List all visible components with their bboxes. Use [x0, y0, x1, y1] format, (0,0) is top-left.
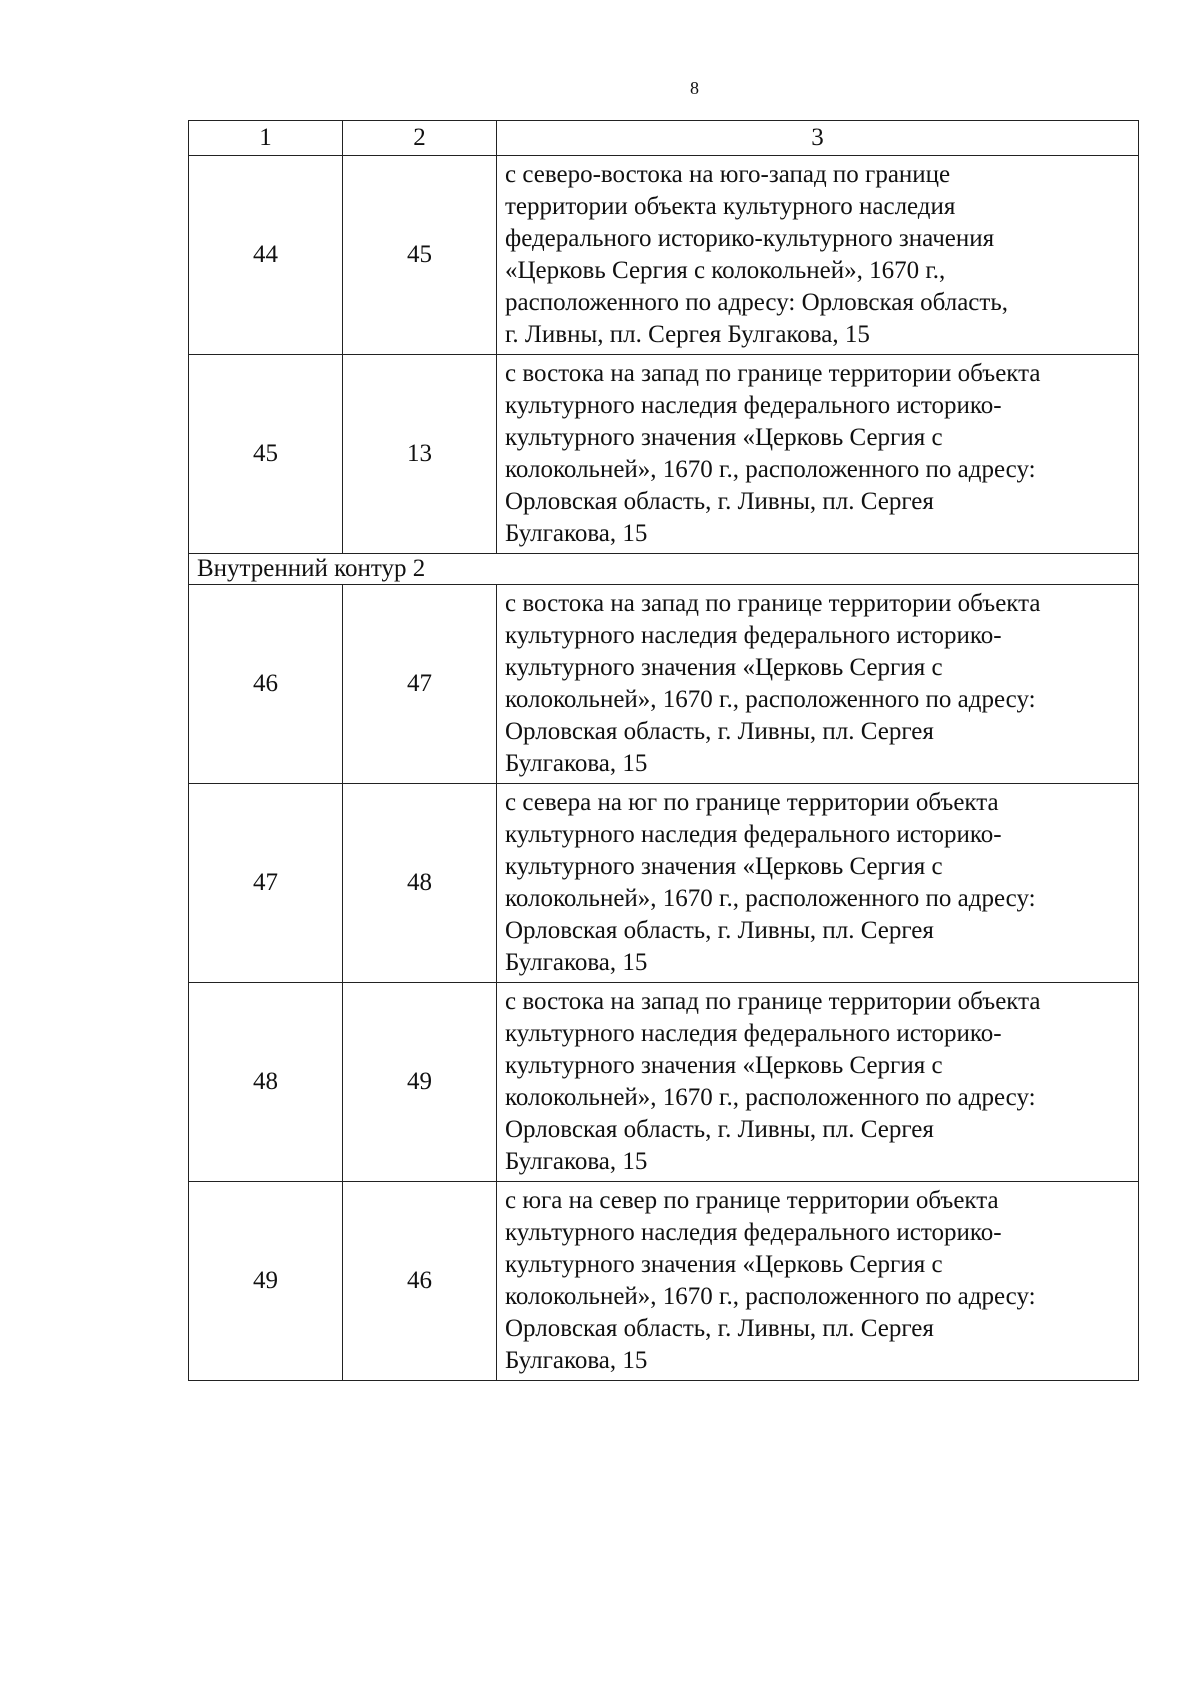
description-line: культурного значения «Церковь Сергия с: [505, 1251, 943, 1278]
section-row: [189, 554, 1139, 585]
page-number: 8: [690, 78, 699, 98]
description-line: Булгакова, 15: [505, 1148, 648, 1175]
description-line: колокольней», 1670 г., расположенного по адресу:: [505, 1084, 1036, 1111]
description-line: культурного значения «Церковь Сергия с: [505, 424, 943, 451]
point-to: 45: [343, 156, 497, 355]
table-row: [189, 585, 1139, 784]
description-line: колокольней», 1670 г., расположенного по адресу:: [505, 1283, 1036, 1310]
column-header: 3: [497, 121, 1139, 156]
point-from: 47: [189, 784, 343, 983]
column-header: 1: [189, 121, 343, 156]
description-line: г. Ливны, пл. Сергея Булгакова, 15: [505, 321, 870, 348]
description-line: с востока на запад по границе территории объекта: [505, 360, 1041, 387]
table-row: [189, 983, 1139, 1182]
description-line: Булгакова, 15: [505, 750, 648, 777]
point-to: 48: [343, 784, 497, 983]
description-line: культурного наследия федерального историко-: [505, 622, 1002, 649]
boundary-description: [497, 784, 1139, 983]
table-row: [189, 156, 1139, 355]
description-line: культурного наследия федерального историко-: [505, 1020, 1002, 1047]
boundary-description: [497, 355, 1139, 554]
description-line: федерального историко-культурного значения: [505, 225, 995, 252]
description-line: с востока на запад по границе территории объекта: [505, 988, 1041, 1015]
description-line: колокольней», 1670 г., расположенного по адресу:: [505, 686, 1036, 713]
description-line: Орловская область, г. Ливны, пл. Сергея: [505, 718, 934, 745]
description-line: «Церковь Сергия с колокольней», 1670 г.,: [505, 257, 946, 284]
boundary-description: [497, 156, 1139, 355]
point-from: 46: [189, 585, 343, 784]
point-to: 49: [343, 983, 497, 1182]
description-line: Булгакова, 15: [505, 949, 648, 976]
table-row: [189, 355, 1139, 554]
point-from: 49: [189, 1182, 343, 1381]
point-to: 13: [343, 355, 497, 554]
description-line: Орловская область, г. Ливны, пл. Сергея: [505, 1116, 934, 1143]
point-from: 45: [189, 355, 343, 554]
description-line: расположенного по адресу: Орловская область,: [505, 289, 1008, 316]
boundary-table: [188, 120, 1139, 1381]
column-header: 2: [343, 121, 497, 156]
point-to: 47: [343, 585, 497, 784]
description-line: Орловская область, г. Ливны, пл. Сергея: [505, 917, 934, 944]
description-line: колокольней», 1670 г., расположенного по адресу:: [505, 885, 1036, 912]
description-line: Булгакова, 15: [505, 1347, 648, 1374]
description-line: Орловская область, г. Ливны, пл. Сергея: [505, 488, 934, 515]
point-to: 46: [343, 1182, 497, 1381]
description-line: с востока на запад по границе территории объекта: [505, 590, 1041, 617]
table-header-row: [189, 121, 1139, 156]
table-row: [189, 1182, 1139, 1381]
boundary-description: [497, 983, 1139, 1182]
description-line: культурного значения «Церковь Сергия с: [505, 654, 943, 681]
description-line: культурного наследия федерального историко-: [505, 392, 1002, 419]
description-line: Орловская область, г. Ливны, пл. Сергея: [505, 1315, 934, 1342]
description-line: колокольней», 1670 г., расположенного по адресу:: [505, 456, 1036, 483]
point-from: 44: [189, 156, 343, 355]
description-line: с севера на юг по границе территории объекта: [505, 789, 999, 816]
boundary-description: [497, 1182, 1139, 1381]
table-row: [189, 784, 1139, 983]
point-from: 48: [189, 983, 343, 1182]
description-line: культурного значения «Церковь Сергия с: [505, 853, 943, 880]
description-line: с юга на север по границе территории объекта: [505, 1187, 999, 1214]
description-line: территории объекта культурного наследия: [505, 193, 956, 220]
description-line: культурного наследия федерального историко-: [505, 821, 1002, 848]
boundary-description: [497, 585, 1139, 784]
description-line: с северо-востока на юго-запад по границе: [505, 161, 951, 188]
description-line: культурного наследия федерального историко-: [505, 1219, 1002, 1246]
section-title: Внутренний контур 2: [189, 554, 1139, 585]
description-line: Булгакова, 15: [505, 520, 648, 547]
description-line: культурного значения «Церковь Сергия с: [505, 1052, 943, 1079]
